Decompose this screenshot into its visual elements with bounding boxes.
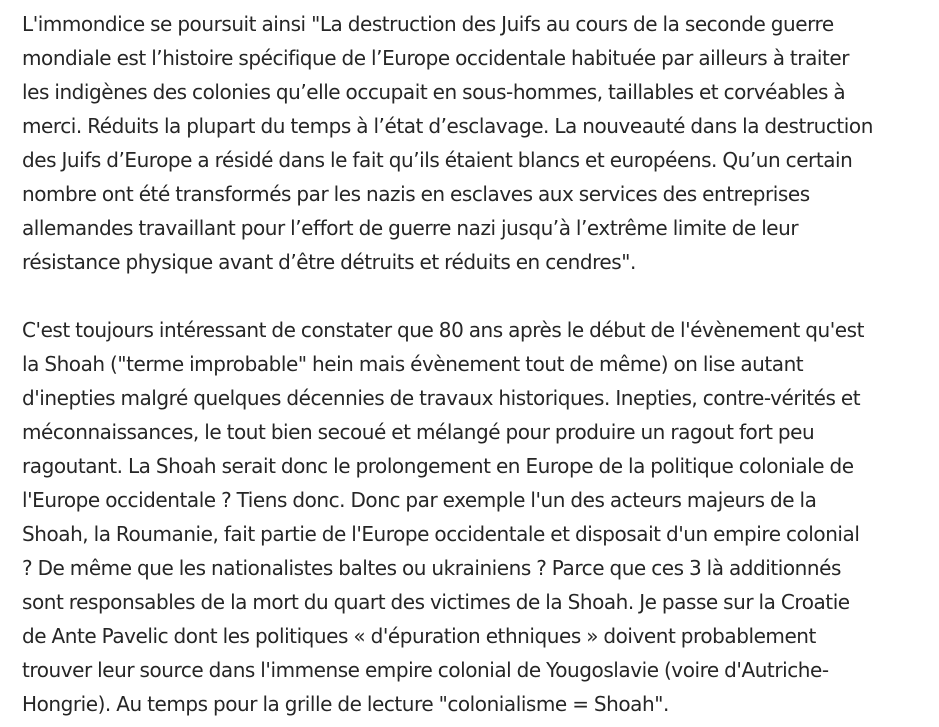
text-line: nombre ont été transformés par les nazis en esclaves aux services des entreprises: [22, 182, 810, 206]
text-line: d'inepties malgré quelques décennies de travaux historiques. Inepties, contre-vérités et: [22, 386, 861, 410]
text-line: sont responsables de la mort du quart des victimes de la Shoah. Je passe sur la Croatie: [22, 590, 850, 614]
paragraph-response: [22, 313, 925, 721]
text-line: trouver leur source dans l'immense empire colonial de Yougoslavie (voire d'Autriche-: [22, 658, 829, 682]
text-line: C'est toujours intéressant de constater que 80 ans après le début de l'évènement qu'est: [22, 318, 864, 342]
text-line: ? De même que les nationalistes baltes ou ukrainiens ? Parce que ces 3 là additionnés: [22, 556, 841, 580]
text-line: mondiale est l’histoire spécifique de l’Europe occidentale habituée par ailleurs à traiter: [22, 46, 849, 70]
text-line: L'immondice se poursuit ainsi "La destruction des Juifs au cours de la seconde guerre: [22, 12, 834, 36]
text-line: méconnaissances, le tout bien secoué et mélangé pour produire un ragout fort peu: [22, 420, 815, 444]
text-line: Hongrie). Au temps pour la grille de lecture "colonialisme = Shoah".: [22, 692, 669, 716]
text-line: merci. Réduits la plupart du temps à l’état d’esclavage. La nouveauté dans la destruction: [22, 114, 873, 138]
text-line: ragoutant. La Shoah serait donc le prolongement en Europe de la politique coloniale de: [22, 454, 854, 478]
text-line: la Shoah ("terme improbable" hein mais évènement tout de même) on lise autant: [22, 352, 804, 376]
text-line: allemandes travaillant pour l’effort de guerre nazi jusqu’à l’extrême limite de leur: [22, 216, 799, 240]
text-line: des Juifs d’Europe a résidé dans le fait qu’ils étaient blancs et européens. Qu’un certain: [22, 148, 853, 172]
paragraph-quote: [22, 7, 925, 279]
text-line: résistance physique avant d’être détruits et réduits en cendres".: [22, 250, 636, 274]
text-line: de Ante Pavelic dont les politiques « d'épuration ethniques » doivent probablement: [22, 624, 816, 648]
text-line: les indigènes des colonies qu’elle occupait en sous-hommes, taillables et corvéables à: [22, 80, 846, 104]
text-line: Shoah, la Roumanie, fait partie de l'Europe occidentale et disposait d'un empire colonial: [22, 522, 860, 546]
text-line: l'Europe occidentale ? Tiens donc. Donc par exemple l'un des acteurs majeurs de la: [22, 488, 817, 512]
